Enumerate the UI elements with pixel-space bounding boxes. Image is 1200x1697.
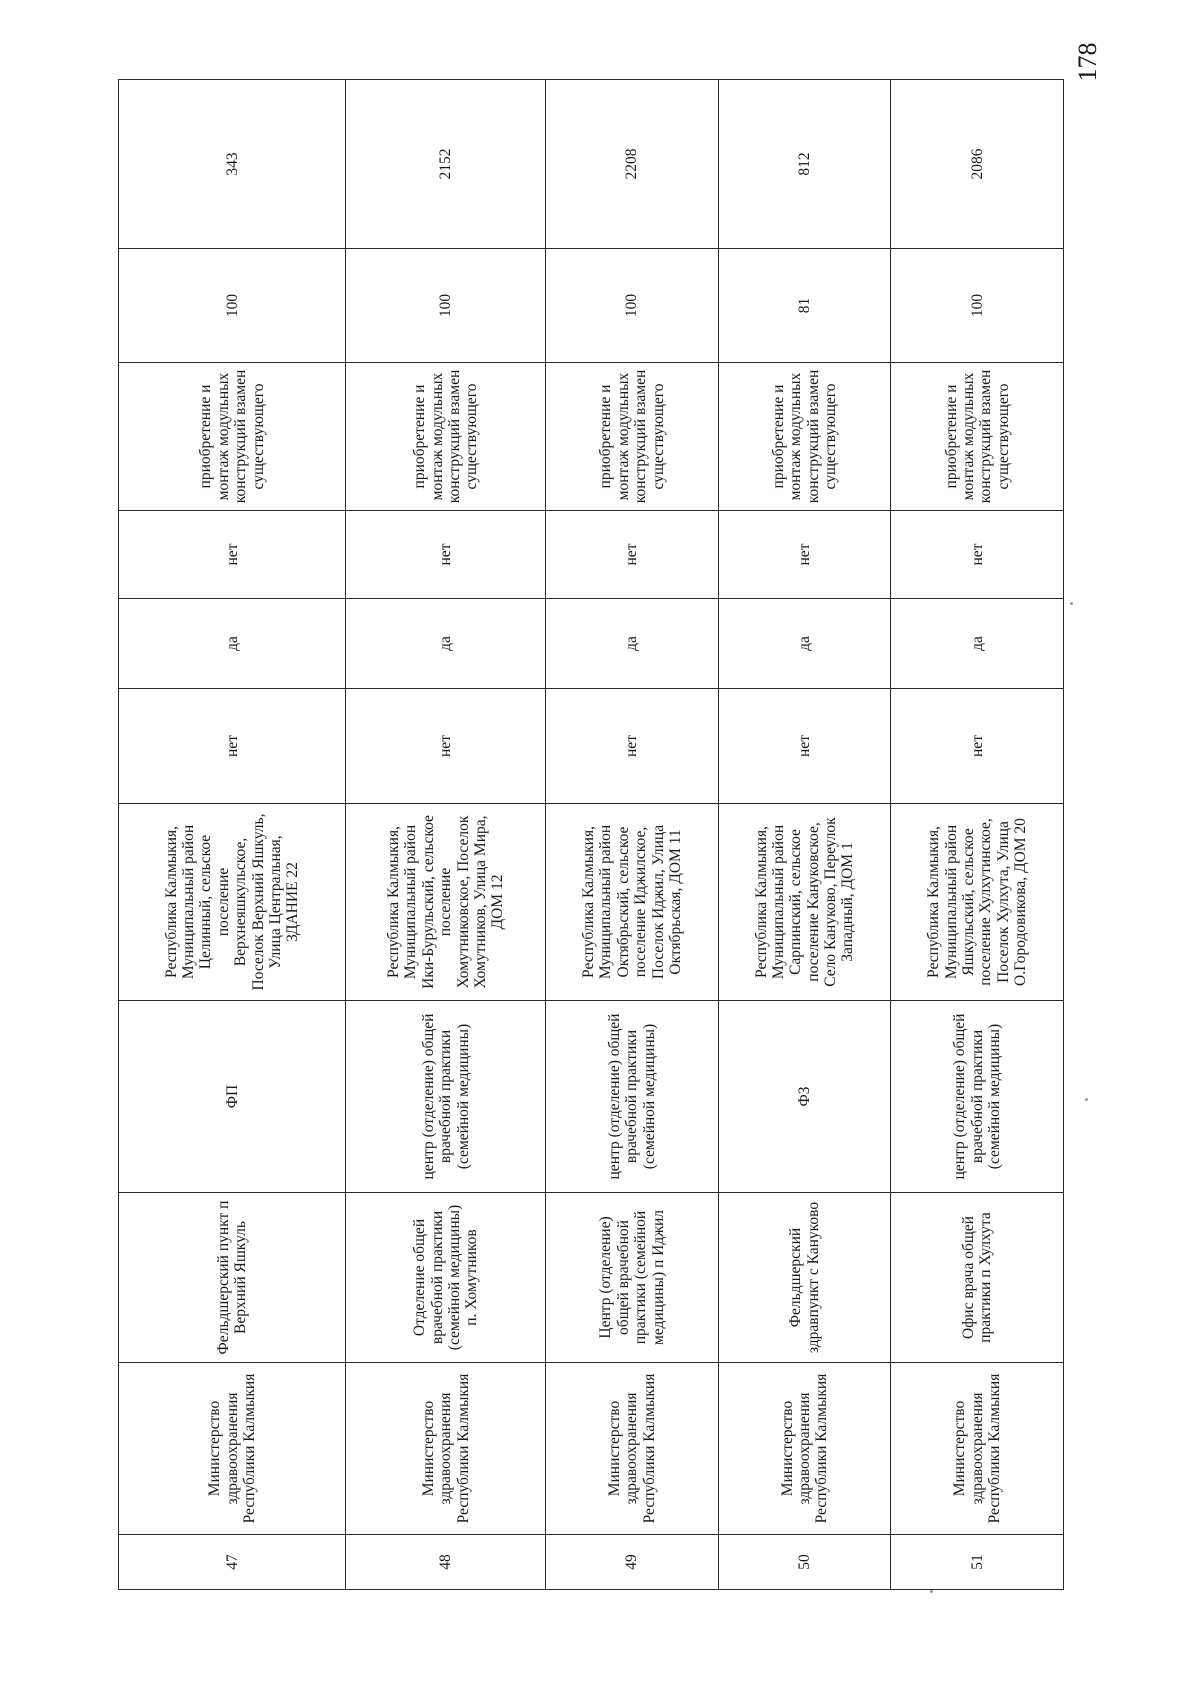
flag-cell-3: нет [891,511,1064,599]
facility-name-cell: Центр (отделение) общей врачебной практики (семейной медицины) п Иджил [546,1193,719,1363]
flag-cell-2: да [546,599,719,689]
row-number-cell: 49 [546,1535,719,1590]
scan-speck [930,1590,933,1593]
facilities-table [118,79,1064,1590]
table-row [891,80,1064,1590]
table-row [718,80,891,1590]
facility-name-cell: Офис врача общей практики п Хулхута [891,1193,1064,1363]
flag-cell-1: нет [546,689,719,804]
facility-name-cell: Фельдшерский пункт п Верхний Яшкуль [119,1193,346,1363]
ministry-cell: Министерство здравоохранения Республики Калмыкия [546,1363,719,1535]
ministry-cell: Министерство здравоохранения Республики Калмыкия [891,1363,1064,1535]
scan-speck [1085,1098,1088,1101]
percent-cell: 100 [891,249,1064,363]
ministry-cell: Министерство здравоохранения Республики Калмыкия [346,1363,546,1535]
ministry-cell: Министерство здравоохранения Республики Калмыкия [718,1363,891,1535]
population-cell: 343 [119,80,346,249]
flag-cell-2: да [119,599,346,689]
flag-cell-3: нет [119,511,346,599]
percent-cell: 100 [346,249,546,363]
population-cell: 2152 [346,80,546,249]
flag-cell-2: да [718,599,891,689]
percent-cell: 100 [546,249,719,363]
address-cell: Республика Калмыкия, Муниципальный район Яшкульский, сельское поселение Хулхутинское, Поселок Хулхута, Улица О.Городовикова, ДОМ 20 [891,804,1064,1001]
table-row [119,80,346,1590]
facility-type-cell: ФП [119,1001,346,1193]
flag-cell-1: нет [718,689,891,804]
action-cell: приобретение и монтаж модульных конструкций взамен существующего [718,363,891,511]
facility-type-cell: центр (отделение) общей врачебной практики (семейной медицины) [346,1001,546,1193]
population-cell: 812 [718,80,891,249]
action-cell: приобретение и монтаж модульных конструкций взамен существующего [119,363,346,511]
flag-cell-1: нет [119,689,346,804]
facility-name-cell: Фельдшерский здравпункт с Кануково [718,1193,891,1363]
page-number: 178 [1073,42,1102,82]
facility-name-cell: Отделение общей врачебной практики (семейной медицины) п. Хомутников [346,1193,546,1363]
scan-speck [1070,602,1073,605]
facility-type-cell: центр (отделение) общей врачебной практики (семейной медицины) [546,1001,719,1193]
flag-cell-1: нет [346,689,546,804]
row-number-cell: 51 [891,1535,1064,1590]
flag-cell-3: нет [546,511,719,599]
table-row [346,80,546,1590]
table-row [546,80,719,1590]
address-cell: Республика Калмыкия, Муниципальный район Целинный, сельское поселение Верхнеяшкульское, Поселок Верхний Яшкуль, Улица Центральная, ЗДАНИЕ 22 [119,804,346,1001]
flag-cell-2: да [346,599,546,689]
facility-type-cell: центр (отделение) общей врачебной практики (семейной медицины) [891,1001,1064,1193]
row-number-cell: 50 [718,1535,891,1590]
table-container [118,80,1064,1590]
flag-cell-3: нет [346,511,546,599]
flag-cell-1: нет [891,689,1064,804]
address-cell: Республика Калмыкия, Муниципальный район Ики-Бурульский, сельское поселение Хомутниковское, Поселок Хомутников, Улица Мира, ДОМ 12 [346,804,546,1001]
row-number-cell: 48 [346,1535,546,1590]
flag-cell-2: да [891,599,1064,689]
address-cell: Республика Калмыкия, Муниципальный район Сарпинский, сельское поселение Кануковское, Село Кануково, Переулок Западный, ДОМ 1 [718,804,891,1001]
population-cell: 2086 [891,80,1064,249]
population-cell: 2208 [546,80,719,249]
action-cell: приобретение и монтаж модульных конструкций взамен существующего [546,363,719,511]
address-cell: Республика Калмыкия, Муниципальный район Октябрьский, сельское поселение Иджилское, Поселок Иджил, Улица Октябрьская, ДОМ 11 [546,804,719,1001]
action-cell: приобретение и монтаж модульных конструкций взамен существующего [346,363,546,511]
percent-cell: 100 [119,249,346,363]
percent-cell: 81 [718,249,891,363]
table-body [119,80,1064,1590]
row-number-cell: 47 [119,1535,346,1590]
ministry-cell: Министерство здравоохранения Республики Калмыкия [119,1363,346,1535]
flag-cell-3: нет [718,511,891,599]
action-cell: приобретение и монтаж модульных конструкций взамен существующего [891,363,1064,511]
facility-type-cell: ФЗ [718,1001,891,1193]
